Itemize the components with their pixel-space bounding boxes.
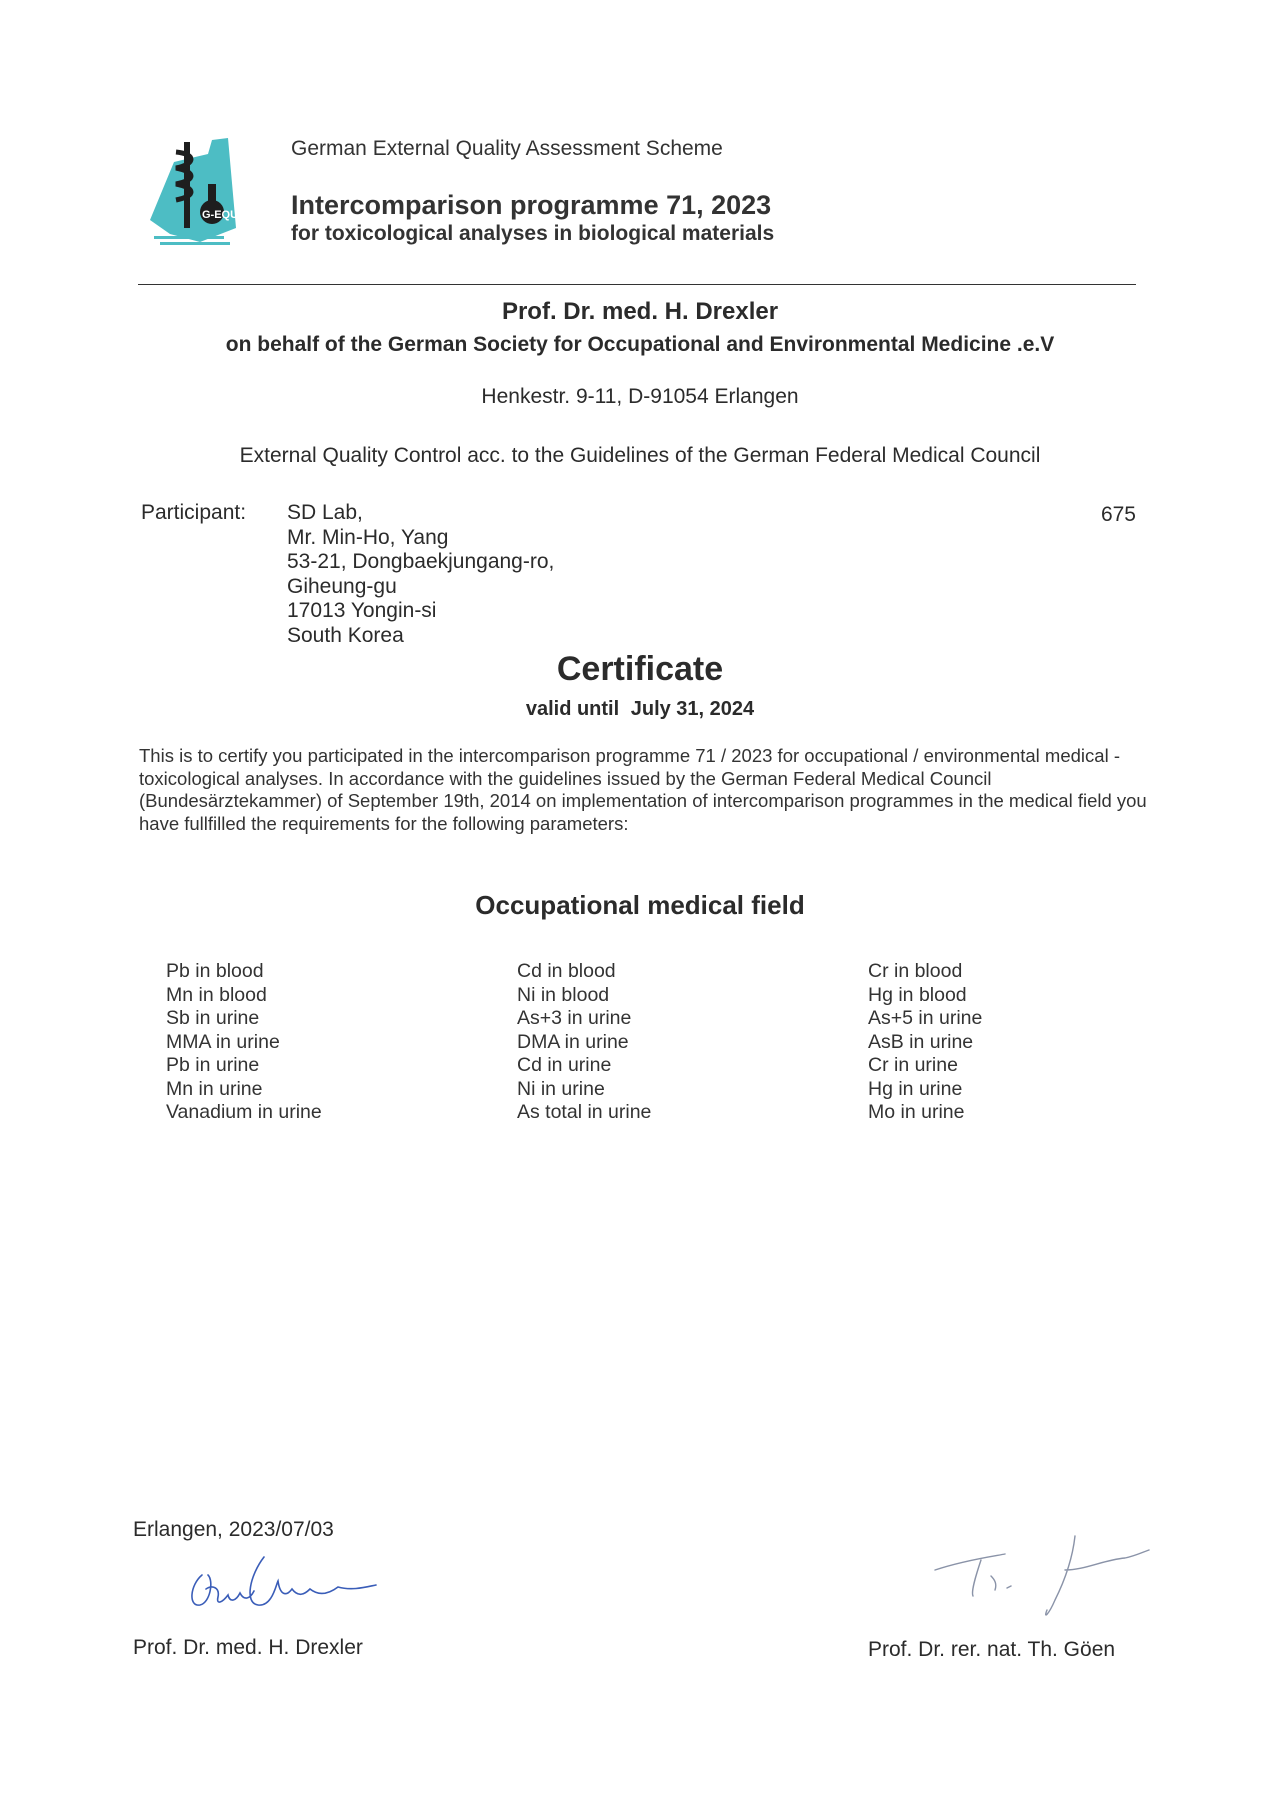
- parameter-item: DMA in urine: [517, 1030, 629, 1053]
- organizer-name: Prof. Dr. med. H. Drexler: [501, 298, 779, 325]
- header-divider: [138, 284, 1136, 285]
- scheme-name: German External Quality Assessment Scheme: [291, 137, 723, 160]
- organizer-society: on behalf of the German Society for Occupational and Environmental Medicine .e.V: [225, 333, 1055, 356]
- parameter-item: As+5 in urine: [868, 1007, 983, 1029]
- parameter-item: Mn in urine: [166, 1077, 263, 1100]
- validity-line: [0, 698, 1280, 721]
- participant-line: South Korea: [287, 623, 404, 647]
- guideline-statement: External Quality Control acc. to the Guidelines of the German Federal Medical Council: [239, 444, 1041, 467]
- parameter-item: MMA in urine: [166, 1030, 280, 1053]
- parameter-item: Cr in blood: [868, 960, 963, 982]
- parameter-item: Cr in urine: [868, 1054, 958, 1076]
- parameter-item: As total in urine: [517, 1101, 652, 1123]
- place-and-date: Erlangen, 2023/07/03: [133, 1518, 334, 1541]
- signer-left: Prof. Dr. med. H. Drexler: [133, 1636, 363, 1659]
- parameter-item: Pb in urine: [166, 1054, 260, 1076]
- valid-until-label: valid until: [525, 698, 620, 720]
- field-title: Occupational medical field: [475, 890, 805, 920]
- programme-subtitle: for toxicological analyses in biological materials: [291, 222, 775, 245]
- parameter-item: Pb in blood: [166, 960, 264, 982]
- parameter-item: AsB in urine: [868, 1030, 974, 1053]
- logo-wordmark: G-EQUAS: [202, 209, 254, 221]
- participant-line: 17013 Yongin-si: [287, 599, 437, 622]
- parameter-item: Mn in blood: [166, 983, 267, 1006]
- parameter-item: Hg in urine: [868, 1077, 963, 1100]
- participant-line: Mr. Min-Ho, Yang: [287, 525, 449, 549]
- participant-line: Giheung-gu: [287, 574, 397, 598]
- programme-title: Intercomparison programme 71, 2023: [291, 190, 772, 220]
- parameter-column-2: [517, 960, 651, 1125]
- participant-address: [287, 501, 554, 648]
- parameter-item: Sb in urine: [166, 1007, 260, 1029]
- signature-goeen: [925, 1530, 1155, 1625]
- parameter-item: Vanadium in urine: [166, 1101, 322, 1123]
- certificate-statement: This is to certify you participated in the intercomparison programme 71 / 2023 for occupational / environmental medical - toxicological analyses. In accordance with the guidelines issued by the German Federal Medical Council (Bundesärztekammer) of September 19th, 2014 on implementation of intercomparison programmes in the medical field you have fullfilled the requirements for the following parameters:: [139, 745, 1147, 834]
- parameter-item: As+3 in urine: [517, 1007, 632, 1029]
- valid-until-date: July 31, 2024: [630, 698, 755, 720]
- participant-line: SD Lab,: [287, 501, 363, 524]
- organizer-address: Henkestr. 9-11, D-91054 Erlangen: [481, 385, 799, 408]
- parameter-item: Cd in urine: [517, 1054, 612, 1076]
- parameter-item: Ni in blood: [517, 983, 610, 1006]
- participant-label: Participant:: [141, 501, 247, 524]
- parameter-item: Ni in urine: [517, 1077, 605, 1100]
- g-equas-logo: [140, 132, 280, 256]
- parameter-column-1: [166, 960, 322, 1125]
- certificate-title: Certificate: [556, 650, 724, 688]
- signature-drexler: [180, 1545, 400, 1615]
- signer-right: Prof. Dr. rer. nat. Th. Göen: [868, 1638, 1116, 1661]
- participant-number: 675: [1100, 503, 1136, 526]
- parameter-column-3: [868, 960, 982, 1125]
- parameter-item: Hg in blood: [868, 983, 967, 1006]
- parameter-item: Cd in blood: [517, 960, 616, 982]
- parameter-item: Mo in urine: [868, 1101, 965, 1123]
- participant-line: 53-21, Dongbaekjungang-ro,: [287, 550, 555, 573]
